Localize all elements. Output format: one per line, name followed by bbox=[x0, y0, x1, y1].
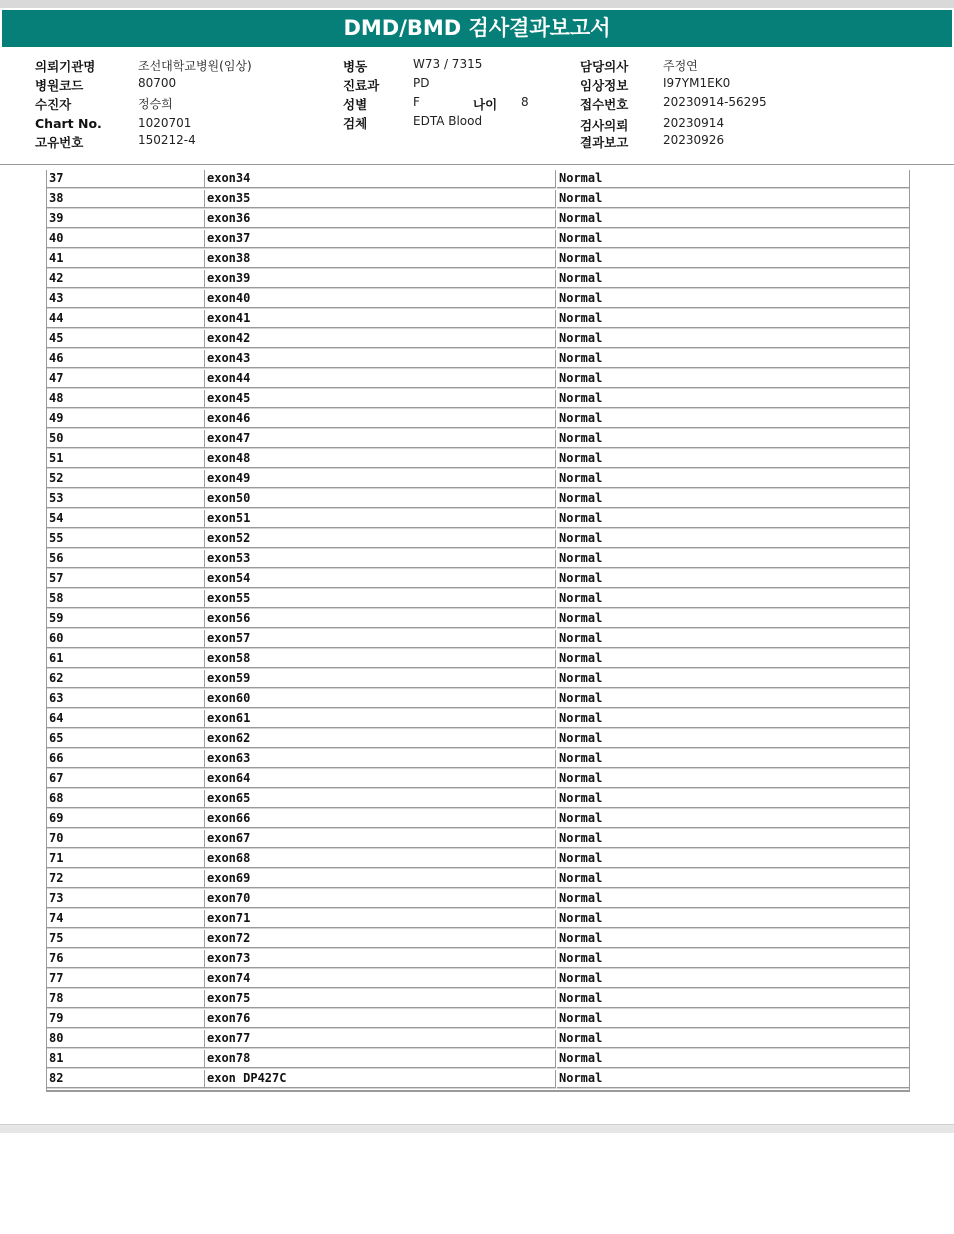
row-number-cell: 48 bbox=[47, 390, 205, 408]
result-cell: Normal bbox=[557, 1030, 909, 1048]
exon-cell: exon72 bbox=[205, 930, 556, 948]
row-number-cell: 82 bbox=[47, 1070, 205, 1088]
result-cell: Normal bbox=[557, 1070, 909, 1088]
hospital-code-value: 80700 bbox=[138, 76, 177, 90]
table-row bbox=[47, 410, 909, 430]
result-cell: Normal bbox=[557, 790, 909, 808]
row-number-cell: 64 bbox=[47, 710, 205, 728]
row-number-cell: 42 bbox=[47, 270, 205, 288]
exon-cell: exon60 bbox=[205, 690, 556, 708]
row-number-cell: 47 bbox=[47, 370, 205, 388]
table-row bbox=[47, 230, 909, 250]
table-row bbox=[47, 210, 909, 230]
table-row bbox=[47, 1070, 909, 1090]
table-row bbox=[47, 430, 909, 450]
row-number-cell: 46 bbox=[47, 350, 205, 368]
row-number-cell: 72 bbox=[47, 870, 205, 888]
table-row bbox=[47, 1010, 909, 1030]
row-number-cell: 41 bbox=[47, 250, 205, 268]
exon-cell: exon35 bbox=[205, 190, 556, 208]
exon-cell: exon58 bbox=[205, 650, 556, 668]
patient-value: 정승희 bbox=[138, 97, 173, 111]
result-cell: Normal bbox=[557, 970, 909, 988]
result-cell: Normal bbox=[557, 550, 909, 568]
exon-cell: exon43 bbox=[205, 350, 556, 368]
result-cell: Normal bbox=[557, 870, 909, 888]
request-date-value: 20230914 bbox=[663, 116, 725, 130]
exon-cell: exon59 bbox=[205, 670, 556, 688]
exon-cell: exon78 bbox=[205, 1050, 556, 1068]
exon-cell: exon49 bbox=[205, 470, 556, 488]
result-cell: Normal bbox=[557, 270, 909, 288]
result-cell: Normal bbox=[557, 190, 909, 208]
table-row bbox=[47, 570, 909, 590]
unique-no-label: 고유번호 bbox=[35, 135, 84, 150]
row-number-cell: 66 bbox=[47, 750, 205, 768]
table-row bbox=[47, 810, 909, 830]
row-number-cell: 70 bbox=[47, 830, 205, 848]
age-label: 나이 bbox=[473, 97, 498, 112]
row-number-cell: 59 bbox=[47, 610, 205, 628]
clinical-info-label: 임상정보 bbox=[580, 78, 629, 93]
table-row bbox=[47, 690, 909, 710]
result-cell: Normal bbox=[557, 510, 909, 528]
table-row bbox=[47, 730, 909, 750]
department-value: PD bbox=[413, 76, 430, 90]
exon-cell: exon61 bbox=[205, 710, 556, 728]
table-row bbox=[47, 530, 909, 550]
result-date-label: 결과보고 bbox=[580, 135, 629, 150]
row-number-cell: 74 bbox=[47, 910, 205, 928]
table-row bbox=[47, 470, 909, 490]
chart-no-label: Chart No. bbox=[35, 116, 102, 131]
result-cell: Normal bbox=[557, 530, 909, 548]
exon-cell: exon69 bbox=[205, 870, 556, 888]
row-number-cell: 39 bbox=[47, 210, 205, 228]
row-number-cell: 45 bbox=[47, 330, 205, 348]
exon-cell: exon76 bbox=[205, 1010, 556, 1028]
exon-cell: exon46 bbox=[205, 410, 556, 428]
result-cell: Normal bbox=[557, 230, 909, 248]
header-info bbox=[0, 52, 954, 164]
exon-cell: exon53 bbox=[205, 550, 556, 568]
ward-label: 병동 bbox=[343, 59, 368, 74]
result-cell: Normal bbox=[557, 930, 909, 948]
table-row bbox=[47, 510, 909, 530]
clinical-info-value: I97YM1EK0 bbox=[663, 76, 731, 90]
table-row bbox=[47, 490, 909, 510]
exon-cell: exon40 bbox=[205, 290, 556, 308]
row-number-cell: 75 bbox=[47, 930, 205, 948]
report-title: DMD/BMD 검사결과보고서 bbox=[2, 10, 952, 47]
result-cell: Normal bbox=[557, 370, 909, 388]
result-cell: Normal bbox=[557, 810, 909, 828]
row-number-cell: 77 bbox=[47, 970, 205, 988]
result-cell: Normal bbox=[557, 290, 909, 308]
exon-cell: exon41 bbox=[205, 310, 556, 328]
result-cell: Normal bbox=[557, 450, 909, 468]
exon-cell: exon64 bbox=[205, 770, 556, 788]
table-row bbox=[47, 870, 909, 890]
row-number-cell: 56 bbox=[47, 550, 205, 568]
table-row bbox=[47, 270, 909, 290]
table-row bbox=[47, 390, 909, 410]
exon-cell: exon36 bbox=[205, 210, 556, 228]
department-label: 진료과 bbox=[343, 78, 380, 93]
specimen-label: 검체 bbox=[343, 116, 368, 131]
row-number-cell: 78 bbox=[47, 990, 205, 1008]
exon-cell: exon56 bbox=[205, 610, 556, 628]
page-footer-band bbox=[0, 1124, 954, 1133]
table-row bbox=[47, 650, 909, 670]
age-value: 8 bbox=[521, 95, 529, 109]
result-cell: Normal bbox=[557, 590, 909, 608]
table-row bbox=[47, 950, 909, 970]
receipt-no-label: 접수번호 bbox=[580, 97, 629, 112]
exon-cell: exon62 bbox=[205, 730, 556, 748]
exon-cell: exon51 bbox=[205, 510, 556, 528]
table-row bbox=[47, 190, 909, 210]
table-row bbox=[47, 710, 909, 730]
exon-cell: exon DP427C bbox=[205, 1070, 556, 1088]
header-divider bbox=[0, 164, 954, 165]
result-cell: Normal bbox=[557, 250, 909, 268]
result-cell: Normal bbox=[557, 490, 909, 508]
result-cell: Normal bbox=[557, 990, 909, 1008]
doctor-label: 담당의사 bbox=[580, 59, 629, 74]
table-row bbox=[47, 830, 909, 850]
sex-value: F bbox=[413, 95, 420, 109]
row-number-cell: 63 bbox=[47, 690, 205, 708]
exon-cell: exon77 bbox=[205, 1030, 556, 1048]
result-cell: Normal bbox=[557, 410, 909, 428]
exon-cell: exon39 bbox=[205, 270, 556, 288]
table-row bbox=[47, 970, 909, 990]
result-cell: Normal bbox=[557, 330, 909, 348]
receipt-no-value: 20230914-56295 bbox=[663, 95, 767, 109]
result-cell: Normal bbox=[557, 850, 909, 868]
row-number-cell: 55 bbox=[47, 530, 205, 548]
table-row bbox=[47, 630, 909, 650]
row-number-cell: 81 bbox=[47, 1050, 205, 1068]
exon-cell: exon71 bbox=[205, 910, 556, 928]
exon-cell: exon50 bbox=[205, 490, 556, 508]
row-number-cell: 73 bbox=[47, 890, 205, 908]
row-number-cell: 40 bbox=[47, 230, 205, 248]
row-number-cell: 58 bbox=[47, 590, 205, 608]
row-number-cell: 76 bbox=[47, 950, 205, 968]
table-row bbox=[47, 290, 909, 310]
row-number-cell: 69 bbox=[47, 810, 205, 828]
row-number-cell: 37 bbox=[47, 170, 205, 188]
exon-cell: exon75 bbox=[205, 990, 556, 1008]
result-cell: Normal bbox=[557, 770, 909, 788]
ward-value: W73 / 7315 bbox=[413, 57, 483, 71]
result-cell: Normal bbox=[557, 210, 909, 228]
row-number-cell: 60 bbox=[47, 630, 205, 648]
row-number-cell: 53 bbox=[47, 490, 205, 508]
table-row bbox=[47, 370, 909, 390]
result-cell: Normal bbox=[557, 630, 909, 648]
table-row bbox=[47, 910, 909, 930]
result-cell: Normal bbox=[557, 950, 909, 968]
table-row bbox=[47, 1050, 909, 1070]
table-row bbox=[47, 890, 909, 910]
sex-label: 성별 bbox=[343, 97, 368, 112]
patient-label: 수진자 bbox=[35, 97, 72, 112]
result-cell: Normal bbox=[557, 910, 909, 928]
exon-cell: exon65 bbox=[205, 790, 556, 808]
chart-no-value: 1020701 bbox=[138, 116, 192, 130]
row-number-cell: 44 bbox=[47, 310, 205, 328]
hospital-code-label: 병원코드 bbox=[35, 78, 84, 93]
result-cell: Normal bbox=[557, 1050, 909, 1068]
result-cell: Normal bbox=[557, 710, 909, 728]
row-number-cell: 50 bbox=[47, 430, 205, 448]
table-row bbox=[47, 770, 909, 790]
row-number-cell: 80 bbox=[47, 1030, 205, 1048]
exon-cell: exon63 bbox=[205, 750, 556, 768]
row-number-cell: 49 bbox=[47, 410, 205, 428]
exon-cell: exon55 bbox=[205, 590, 556, 608]
table-row bbox=[47, 250, 909, 270]
result-cell: Normal bbox=[557, 310, 909, 328]
exon-cell: exon66 bbox=[205, 810, 556, 828]
result-cell: Normal bbox=[557, 750, 909, 768]
institution-label: 의뢰기관명 bbox=[35, 59, 96, 74]
row-number-cell: 61 bbox=[47, 650, 205, 668]
result-cell: Normal bbox=[557, 350, 909, 368]
result-cell: Normal bbox=[557, 430, 909, 448]
table-row bbox=[47, 330, 909, 350]
exon-cell: exon45 bbox=[205, 390, 556, 408]
table-row bbox=[47, 750, 909, 770]
request-date-label: 검사의뢰 bbox=[580, 118, 629, 133]
table-row bbox=[47, 990, 909, 1010]
result-cell: Normal bbox=[557, 690, 909, 708]
table-row bbox=[47, 790, 909, 810]
row-number-cell: 71 bbox=[47, 850, 205, 868]
table-row bbox=[47, 590, 909, 610]
result-cell: Normal bbox=[557, 890, 909, 908]
exon-cell: exon38 bbox=[205, 250, 556, 268]
exon-cell: exon67 bbox=[205, 830, 556, 848]
table-row bbox=[47, 1030, 909, 1050]
row-number-cell: 52 bbox=[47, 470, 205, 488]
exon-cell: exon37 bbox=[205, 230, 556, 248]
doctor-value: 주정연 bbox=[663, 59, 698, 73]
row-number-cell: 38 bbox=[47, 190, 205, 208]
row-number-cell: 62 bbox=[47, 670, 205, 688]
unique-no-value: 150212-4 bbox=[138, 133, 196, 147]
result-cell: Normal bbox=[557, 170, 909, 188]
exon-cell: exon57 bbox=[205, 630, 556, 648]
exon-cell: exon48 bbox=[205, 450, 556, 468]
table-row bbox=[47, 670, 909, 690]
row-number-cell: 57 bbox=[47, 570, 205, 588]
table-row bbox=[47, 850, 909, 870]
row-number-cell: 43 bbox=[47, 290, 205, 308]
row-number-cell: 51 bbox=[47, 450, 205, 468]
exon-cell: exon47 bbox=[205, 430, 556, 448]
exon-cell: exon34 bbox=[205, 170, 556, 188]
top-border bbox=[0, 0, 954, 8]
table-row bbox=[47, 450, 909, 470]
exon-cell: exon42 bbox=[205, 330, 556, 348]
table-row bbox=[47, 170, 909, 190]
result-cell: Normal bbox=[557, 670, 909, 688]
table-row bbox=[47, 310, 909, 330]
exon-cell: exon68 bbox=[205, 850, 556, 868]
exon-cell: exon44 bbox=[205, 370, 556, 388]
exon-cell: exon70 bbox=[205, 890, 556, 908]
exon-cell: exon54 bbox=[205, 570, 556, 588]
result-cell: Normal bbox=[557, 570, 909, 588]
result-cell: Normal bbox=[557, 390, 909, 408]
results-table bbox=[46, 170, 910, 1092]
specimen-value: EDTA Blood bbox=[413, 114, 483, 128]
table-row bbox=[47, 610, 909, 630]
exon-cell: exon74 bbox=[205, 970, 556, 988]
result-cell: Normal bbox=[557, 610, 909, 628]
row-number-cell: 54 bbox=[47, 510, 205, 528]
institution-value: 조선대학교병원(임상) bbox=[138, 59, 252, 73]
row-number-cell: 79 bbox=[47, 1010, 205, 1028]
result-cell: Normal bbox=[557, 650, 909, 668]
result-cell: Normal bbox=[557, 830, 909, 848]
row-number-cell: 67 bbox=[47, 770, 205, 788]
table-row bbox=[47, 350, 909, 370]
result-cell: Normal bbox=[557, 730, 909, 748]
table-row bbox=[47, 930, 909, 950]
exon-cell: exon73 bbox=[205, 950, 556, 968]
result-cell: Normal bbox=[557, 1010, 909, 1028]
result-cell: Normal bbox=[557, 470, 909, 488]
exon-cell: exon52 bbox=[205, 530, 556, 548]
row-number-cell: 65 bbox=[47, 730, 205, 748]
table-row bbox=[47, 550, 909, 570]
row-number-cell: 68 bbox=[47, 790, 205, 808]
result-date-value: 20230926 bbox=[663, 133, 725, 147]
